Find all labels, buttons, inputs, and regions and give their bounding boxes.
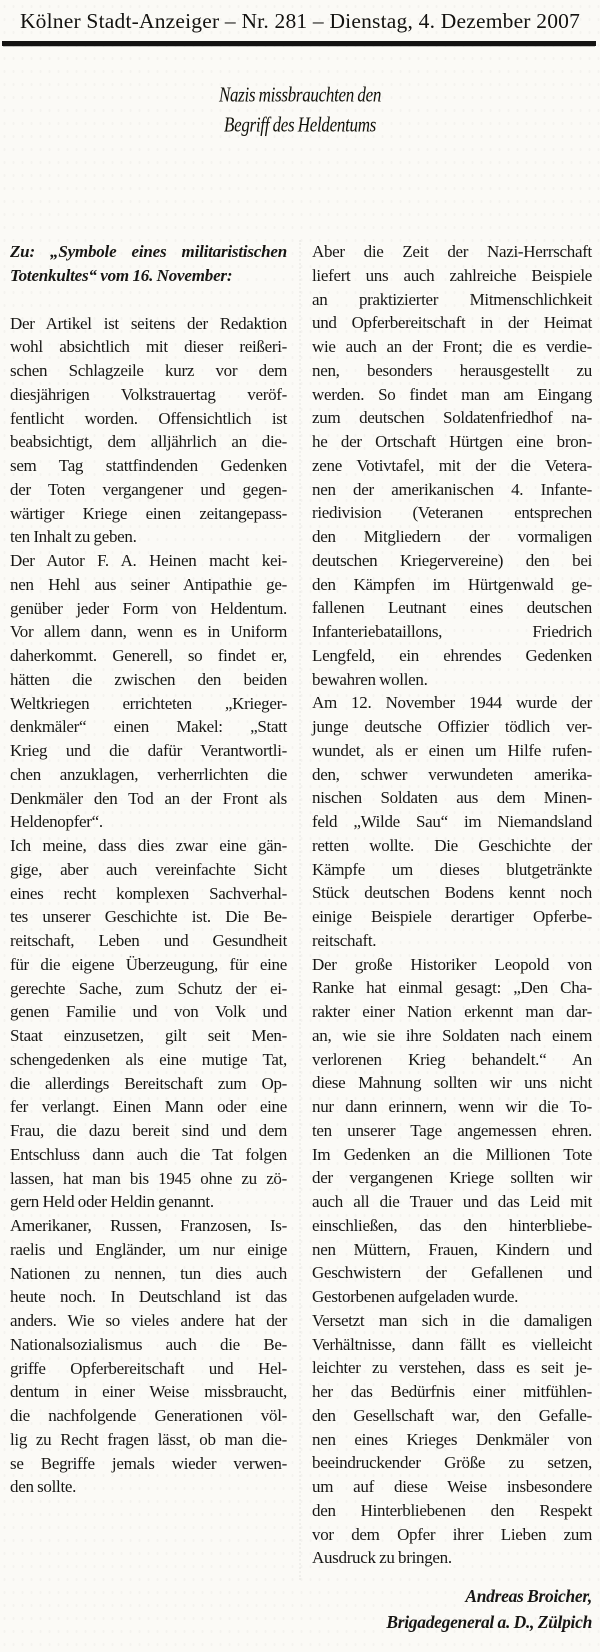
text-line: nen der amerikanischen 4. Infante- — [312, 479, 592, 499]
text-line: nen Hehl aus seiner Antipathie ge- — [10, 574, 287, 594]
text-line: tes unserer Geschichte ist. Die Be- — [10, 907, 287, 927]
text-line: fallenen Leutnant eines deutschen — [312, 598, 592, 618]
text-line: Infanteriebataillons, Friedrich — [312, 622, 592, 641]
text-line: chen anzuklagen, verherrlichten die — [10, 764, 287, 784]
text-line: Andreas Broicher, — [465, 1586, 592, 1606]
text-line: Denkmäler den Tod an der Front als — [10, 788, 287, 808]
text-line: griffe Opferbereitschaft und Hel- — [10, 1358, 287, 1378]
text-line: Zu: „Symbole eines militaristischen — [10, 242, 287, 261]
text-line: einige Beispiele derartiger Opferbe- — [312, 907, 592, 926]
text-line: den Gesellschaft war, den Gefalle- — [312, 1405, 592, 1425]
text-line: für die eigene Überzeugung, für eine — [10, 954, 287, 974]
text-line: Stück deutschen Bodens kennt noch — [312, 883, 592, 903]
article-body — [10, 240, 592, 1635]
text-line: Entschluss dann auch die Tat folgen — [10, 1144, 287, 1164]
text-line: lassen, hat man bis 1945 ohne zu zö- — [10, 1168, 287, 1188]
text-line: Nationalsozialismus auch die Be- — [10, 1334, 287, 1354]
text-line: an, wie sie ihre Soldaten nach einem — [312, 1025, 592, 1045]
paragraph — [10, 1214, 287, 1499]
text-line: nur dann erinnern, wenn wir die To- — [312, 1097, 592, 1116]
text-line: Kämpfe um dieses blutgetränkte — [312, 859, 592, 879]
text-line: Geschwistern der Gefallenen und — [312, 1263, 592, 1283]
text-line: genüber jeder Form von Heldentum. — [10, 598, 287, 618]
text-line: deutschen Kriegervereine) den bei — [312, 550, 592, 570]
text-line: ten Inhalt zu geben. — [10, 527, 137, 547]
right-column — [312, 240, 592, 1635]
text-line: an praktizierter Mitmenschlichkeit — [312, 289, 592, 309]
text-line: den Hinterbliebenen den Respekt — [312, 1500, 592, 1520]
text-line: schengedenken als eine mutige Tat, — [10, 1049, 287, 1069]
text-line: nischen Soldaten aus dem Minen- — [312, 788, 592, 808]
text-line: Amerikaner, Russen, Franzosen, Is- — [10, 1216, 287, 1235]
text-line: zene Votivtafel, mit der die Vetera- — [312, 455, 592, 475]
text-line: zum deutschen Soldatenfriedhof na- — [312, 408, 592, 428]
article-headline — [0, 80, 600, 140]
text-line: leichter zu verstehen, dass es seit je- — [312, 1358, 592, 1378]
text-line: wundet, als er einen um Hilfe rufen- — [312, 740, 592, 760]
author-signature — [312, 1583, 592, 1635]
text-line: Ranke hat einmal gesagt: „Den Cha- — [312, 978, 592, 998]
text-line: vor dem Opfer ihrer Lieben zum — [312, 1524, 592, 1544]
text-line: beeindruckender Größe zu setzen, — [312, 1453, 592, 1473]
text-line: liefert uns auch zahlreiche Beispiele — [312, 265, 592, 285]
paragraph — [312, 953, 592, 1309]
text-line: Nazis missbrauchten den — [218, 82, 382, 107]
text-line: feld „Wilde Sau“ im Niemandsland — [312, 812, 592, 831]
text-line: riedivision (Veteranen entsprechen — [312, 503, 592, 523]
text-line: raelis und Engländer, um nur einige — [10, 1239, 287, 1259]
text-line: Verhältnisse, dann fällt es vielleicht — [312, 1334, 592, 1354]
text-line: Totenkultes“ vom 16. November: — [10, 265, 233, 285]
paragraph — [312, 1309, 592, 1570]
text-line: genen Familie und von Volk und — [10, 1002, 287, 1022]
text-line: schen Schlagzeile kurz vor dem — [10, 361, 287, 380]
text-line: um auf diese Weise insbesondere — [312, 1477, 592, 1496]
text-line: Lengfeld, ein ehrendes Gedenken — [312, 645, 592, 665]
text-line: nen eines Krieges Denkmäler von — [312, 1429, 592, 1449]
text-line: gern Held oder Heldin genannt. — [10, 1192, 214, 1212]
text-line: gige, aber auch vereinfachte Sicht — [10, 859, 287, 879]
text-line: lig zu Recht fragen lässt, ob man die- — [10, 1429, 287, 1449]
text-line: her das Bedürfnis einer mitfühlen- — [312, 1382, 592, 1401]
text-line: heute noch. In Deutschland ist das — [10, 1287, 287, 1307]
text-line: Versetzt man sich in die damaligen — [312, 1310, 592, 1330]
text-line: einschließen, das den hinterbliebe- — [312, 1215, 592, 1235]
paragraph — [10, 834, 287, 1214]
text-line: Ich meine, dass dies zwar eine gän- — [10, 836, 287, 855]
text-line: der vergangenen Kriege sollten wir — [312, 1168, 592, 1188]
text-line: den Mitgliedern der vormaligen — [312, 527, 592, 546]
text-line: wie auch an der Front; die es verdie- — [312, 337, 592, 356]
text-line: Frau, die dazu bereit sind und dem — [10, 1121, 287, 1140]
text-line: Der Autor F. A. Heinen macht kei- — [10, 551, 287, 570]
text-line: dentum in einer Weise missbraucht, — [10, 1382, 287, 1402]
text-line: Der Artikel ist seitens der Redaktion — [10, 313, 287, 333]
text-line: die nachfolgende Generationen völ- — [10, 1406, 287, 1425]
text-line: rakter einer Nation erkennt man dar- — [312, 1002, 592, 1021]
text-line: Brigadegeneral a. D., Zülpich — [386, 1612, 592, 1632]
text-line: retten wollte. Die Geschichte der — [312, 835, 592, 855]
text-line: den sollte. — [10, 1477, 77, 1497]
text-line: beabsichtigt, dem alljährlich an die- — [10, 432, 287, 452]
text-line: hätten die zwischen den beiden — [10, 669, 287, 689]
text-line: nen, besonders herausgestellt zu — [312, 360, 592, 380]
text-line: reitschaft. — [312, 930, 377, 950]
text-line: denkmäler“ einen Makel: „Statt — [10, 717, 287, 737]
text-line: eines recht komplexen Sachverhal- — [10, 883, 287, 903]
text-line: Begriff des Heldentums — [224, 112, 376, 137]
text-line: Der große Historiker Leopold von — [312, 954, 592, 974]
text-line: verlorenen Krieg behandelt.“ An — [312, 1049, 592, 1069]
text-line: die allerdings Bereitschaft zum Op- — [10, 1073, 287, 1093]
text-line: he der Ortschaft Hürtgen eine bron- — [312, 432, 592, 451]
paragraph — [312, 240, 592, 691]
text-line: fer verlangt. Einen Mann oder eine — [10, 1097, 287, 1117]
text-line: Aber die Zeit der Nazi-Herrschaft — [312, 242, 592, 261]
text-line: sem Tag stattfindenden Gedenken — [10, 456, 287, 475]
text-line: Gestorbenen aufgeladen wurde. — [312, 1287, 519, 1306]
paragraph — [312, 691, 592, 952]
text-line: wärtiger Kriege einen zeitangepass- — [10, 503, 287, 523]
text-line: auch all die Trauer und das Leid mit — [312, 1192, 592, 1211]
text-line: werden. So findet man am Eingang — [312, 384, 592, 404]
text-line: der Toten vergangener und gegen- — [10, 479, 287, 499]
text-line: den, schwer verwundeten amerika- — [312, 764, 592, 784]
text-line: den Kämpfen im Hürtgenwald ge- — [312, 574, 592, 594]
letter-reference — [10, 240, 287, 288]
paragraph — [10, 312, 287, 550]
text-line: se Begriffe jemals wieder verwen- — [10, 1453, 287, 1473]
text-line: gerechte Sache, zum Schutz der ei- — [10, 978, 287, 998]
masthead-text: Kölner Stadt-Anzeiger – Nr. 281 – Dienstag, 4. Dezember 2007 — [19, 9, 581, 33]
text-line: Am 12. November 1944 wurde der — [312, 693, 592, 713]
text-line: ten unserer Tage angemessen ehren. — [312, 1120, 592, 1140]
text-line: fentlicht worden. Offensichtlich ist — [10, 408, 287, 428]
text-line: Ausdruck zu bringen. — [312, 1548, 452, 1568]
text-line: Vor allem dann, wenn es in Uniform — [10, 622, 287, 642]
text-line: Staat einzusetzen, gilt seit Men- — [10, 1026, 287, 1045]
text-line: wohl absichtlich mit dieser reißeri- — [10, 337, 287, 357]
text-line: daherkommt. Generell, so findet er, — [10, 646, 287, 665]
text-line: anders. Wie so vieles andere hat der — [10, 1311, 287, 1330]
text-line: nen Müttern, Frauen, Kindern und — [312, 1239, 592, 1259]
text-line: diesjährigen Volkstrauertag veröf- — [10, 384, 287, 404]
text-line: junge deutsche Offizier tödlich ver- — [312, 717, 592, 736]
text-line: Heldenopfer“. — [10, 812, 103, 832]
text-line: bewahren wollen. — [312, 669, 428, 689]
text-line: Krieg und die dafür Verantwortli- — [10, 741, 287, 760]
text-line: reitschaft, Leben und Gesundheit — [10, 931, 287, 950]
text-line: Nationen zu nennen, tun dies auch — [10, 1263, 287, 1283]
masthead-rule — [2, 41, 596, 46]
text-line: und Opferbereitschaft in der Heimat — [312, 313, 592, 333]
text-line: Im Gedenken an die Millionen Tote — [312, 1144, 592, 1164]
text-line: Weltkriegen errichteten „Krieger- — [10, 693, 287, 713]
text-line: diese Mahnung sollten wir uns nicht — [312, 1073, 592, 1093]
left-column — [10, 240, 287, 1635]
paragraph — [10, 549, 287, 834]
